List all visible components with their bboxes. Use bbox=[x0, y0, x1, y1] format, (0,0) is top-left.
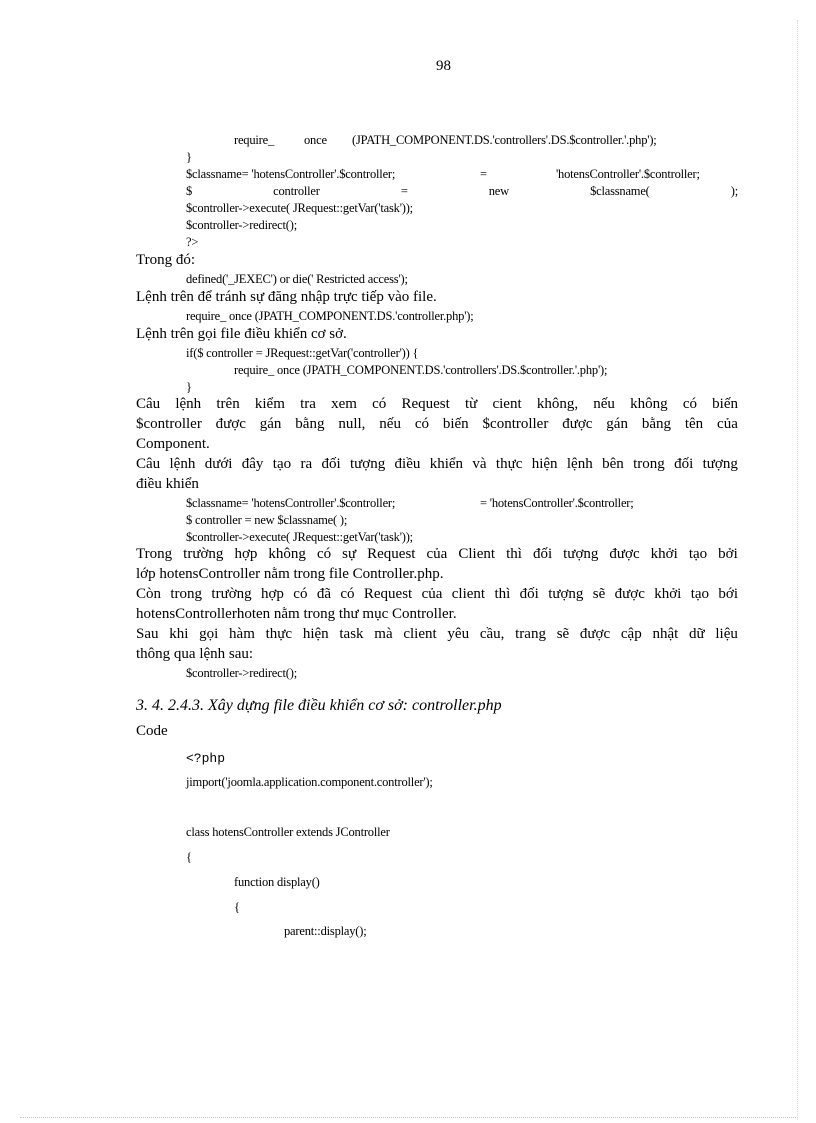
word: gọi bbox=[199, 626, 219, 642]
word: từ bbox=[464, 396, 478, 412]
para4-line1 bbox=[136, 586, 738, 603]
word: được bbox=[579, 626, 611, 642]
word: đối bbox=[321, 456, 341, 472]
word: Client bbox=[458, 546, 496, 562]
word: khi bbox=[169, 626, 189, 642]
word: được bbox=[562, 416, 593, 432]
code-token: = bbox=[400, 184, 408, 198]
word: thực bbox=[495, 456, 523, 472]
word: task bbox=[339, 626, 364, 642]
word: không, bbox=[536, 396, 579, 412]
word: lệnh bbox=[169, 456, 196, 472]
classname-code bbox=[186, 496, 634, 511]
word: đã bbox=[316, 586, 331, 602]
word: hợp bbox=[234, 546, 258, 562]
function-line: function display() bbox=[234, 875, 320, 889]
word: Câu bbox=[136, 396, 161, 412]
word: bởi bbox=[718, 546, 738, 562]
word: nếu bbox=[379, 416, 401, 432]
code-token: $classname= 'hotensController'.$controller; bbox=[186, 167, 396, 181]
word: có bbox=[293, 586, 308, 602]
code-token: require_ bbox=[234, 133, 275, 147]
word: xem bbox=[331, 396, 357, 412]
code-token: new bbox=[488, 184, 509, 198]
word: trường bbox=[211, 586, 252, 602]
word: gán bbox=[259, 416, 282, 432]
word: trên bbox=[216, 396, 240, 412]
word: biến bbox=[712, 396, 738, 412]
para3-line1 bbox=[136, 546, 738, 563]
word: thì bbox=[494, 586, 511, 602]
word: của bbox=[717, 416, 738, 432]
word: có bbox=[372, 396, 387, 412]
word: được bbox=[215, 416, 246, 432]
code-token: controller bbox=[273, 184, 320, 198]
word: Sau bbox=[136, 626, 159, 642]
word: trường bbox=[183, 546, 224, 562]
word: tượng bbox=[702, 456, 738, 472]
word: tra bbox=[300, 396, 316, 412]
word: dưới bbox=[204, 456, 233, 472]
require-code: require_ once (JPATH_COMPONENT.DS.'controller.php'); bbox=[186, 309, 474, 323]
if-code: if($ controller = JRequest::getVar('controller')) { bbox=[186, 346, 419, 360]
code-token: once bbox=[304, 133, 327, 147]
word: dữ bbox=[689, 626, 705, 642]
word: nếu bbox=[593, 396, 615, 412]
para1-line1 bbox=[136, 396, 738, 413]
if-close: } bbox=[186, 380, 192, 394]
word: và bbox=[472, 456, 487, 472]
code-token: 'hotensController'.$controller; bbox=[556, 167, 700, 181]
para4-line2: hotensControllerhoten nằm trong thư mục Controller. bbox=[136, 606, 457, 622]
word: đối bbox=[674, 456, 694, 472]
word: Còn bbox=[136, 586, 162, 602]
word: kiểm bbox=[254, 396, 285, 412]
open-brace: { bbox=[186, 850, 192, 864]
word: Trong bbox=[136, 546, 173, 562]
word: hàm bbox=[229, 626, 255, 642]
code-token: $classname= 'hotensController'.$controller; bbox=[186, 496, 396, 510]
word: mà bbox=[374, 626, 393, 642]
new-code: $ controller = new $classname( ); bbox=[186, 513, 348, 527]
word: thì bbox=[506, 546, 522, 562]
word: client bbox=[451, 586, 486, 602]
jimport-line: jimport('joomla.application.component.controller'); bbox=[186, 775, 433, 789]
word: tạo bbox=[688, 546, 708, 562]
trong-do-label: Trong đó: bbox=[136, 252, 196, 268]
word: biến bbox=[442, 416, 469, 432]
require-line bbox=[234, 133, 738, 148]
word: $controller bbox=[482, 416, 549, 432]
word: được bbox=[614, 586, 645, 602]
code-token: (JPATH_COMPONENT.DS.'controllers'.DS.$controller.'.php'); bbox=[352, 133, 657, 147]
section-heading: 3. 4. 2.4.3. Xây dựng file điều khiển cơ sở: controller.php bbox=[136, 697, 502, 714]
word: sẽ bbox=[592, 586, 606, 602]
word: client bbox=[403, 626, 437, 642]
class-line: class hotensController extends JController bbox=[186, 825, 390, 839]
defined-code: defined('_JEXEC') or die(' Restricted access'); bbox=[186, 272, 408, 286]
function-open-brace: { bbox=[234, 900, 240, 914]
word: bằng bbox=[641, 416, 671, 432]
word: của bbox=[421, 586, 443, 602]
word: hiện bbox=[531, 456, 558, 472]
word: trong bbox=[170, 586, 203, 602]
word: $controller bbox=[136, 416, 202, 432]
redirect-code: $controller->redirect(); bbox=[186, 666, 297, 680]
word: hợp bbox=[261, 586, 284, 602]
word: cập bbox=[620, 626, 642, 642]
word: không bbox=[630, 396, 668, 412]
word: yêu bbox=[447, 626, 470, 642]
word: Câu bbox=[136, 456, 161, 472]
word: bằng bbox=[295, 416, 325, 432]
word: không bbox=[268, 546, 306, 562]
word: có bbox=[682, 396, 697, 412]
word: khởi bbox=[650, 546, 678, 562]
code-token: $ bbox=[186, 184, 193, 198]
para3-line2: lớp hotensController nằm trong file Controller.php. bbox=[136, 566, 444, 582]
word: cient bbox=[492, 396, 522, 412]
word: có bbox=[316, 546, 332, 562]
word: Request bbox=[401, 396, 450, 412]
word: sẽ bbox=[556, 626, 570, 642]
para5-line2: thông qua lệnh sau: bbox=[136, 646, 254, 662]
word: cầu, bbox=[479, 626, 505, 642]
word: tượng bbox=[548, 586, 584, 602]
word: khởi bbox=[654, 586, 682, 602]
word: tạo bbox=[272, 456, 292, 472]
code-token: ); bbox=[730, 184, 738, 198]
word: bới bbox=[718, 586, 738, 602]
classname-line bbox=[186, 167, 738, 182]
code-token: = bbox=[480, 167, 487, 181]
close-brace: } bbox=[186, 150, 192, 164]
word: của bbox=[426, 546, 448, 562]
code-token: $classname( bbox=[590, 184, 650, 198]
php-close: ?> bbox=[186, 235, 199, 249]
require-text: Lệnh trên gọi file điều khiển cơ sở. bbox=[136, 326, 347, 342]
word: hiện bbox=[302, 626, 329, 642]
word: bên bbox=[602, 456, 624, 472]
word: có bbox=[340, 586, 355, 602]
word: trong bbox=[633, 456, 665, 472]
word: lệnh bbox=[175, 396, 202, 412]
word: điều bbox=[394, 456, 421, 472]
para2-line2: điều khiển bbox=[136, 476, 199, 492]
word: tên bbox=[684, 416, 704, 432]
para1-line2 bbox=[136, 416, 738, 433]
word: tạo bbox=[690, 586, 710, 602]
defined-text: Lệnh trên để tránh sự đăng nhập trực tiếp vào file. bbox=[136, 289, 437, 305]
new-line bbox=[186, 184, 738, 199]
page-edge-bottom bbox=[20, 1117, 796, 1118]
code-token: = 'hotensController'.$controller; bbox=[480, 496, 634, 510]
word: gán bbox=[606, 416, 628, 432]
word: sự bbox=[342, 546, 357, 562]
page-number: 98 bbox=[436, 58, 451, 74]
php-open: <?php bbox=[186, 751, 226, 766]
word: nhật bbox=[652, 626, 679, 642]
word: đối bbox=[519, 586, 539, 602]
word: đây bbox=[241, 456, 264, 472]
word: khiển bbox=[429, 456, 464, 472]
word: Request bbox=[367, 546, 416, 562]
execute-line: $controller->execute( JRequest::getVar('task')); bbox=[186, 201, 413, 215]
word: thực bbox=[265, 626, 293, 642]
word: Request bbox=[363, 586, 413, 602]
word: đối bbox=[532, 546, 553, 562]
word: liệu bbox=[715, 626, 738, 642]
para1-line3: Component. bbox=[136, 436, 210, 452]
para2-line1 bbox=[136, 456, 738, 473]
parent-display-line: parent::display(); bbox=[284, 924, 367, 938]
word: tượng bbox=[349, 456, 386, 472]
word: tượng bbox=[563, 546, 599, 562]
if-require-code: require_ once (JPATH_COMPONENT.DS.'controllers'.DS.$controller.'.php'); bbox=[234, 363, 608, 377]
word: trang bbox=[515, 626, 546, 642]
word: ra bbox=[300, 456, 313, 472]
redirect-line: $controller->redirect(); bbox=[186, 218, 297, 232]
word: có bbox=[414, 416, 429, 432]
word: null, bbox=[338, 416, 366, 432]
code-label: Code bbox=[136, 723, 168, 739]
execute-code: $controller->execute( JRequest::getVar('task')); bbox=[186, 530, 413, 544]
para5-line1 bbox=[136, 626, 738, 643]
word: được bbox=[609, 546, 640, 562]
word: lệnh bbox=[566, 456, 593, 472]
page-edge-right bbox=[797, 20, 798, 1120]
